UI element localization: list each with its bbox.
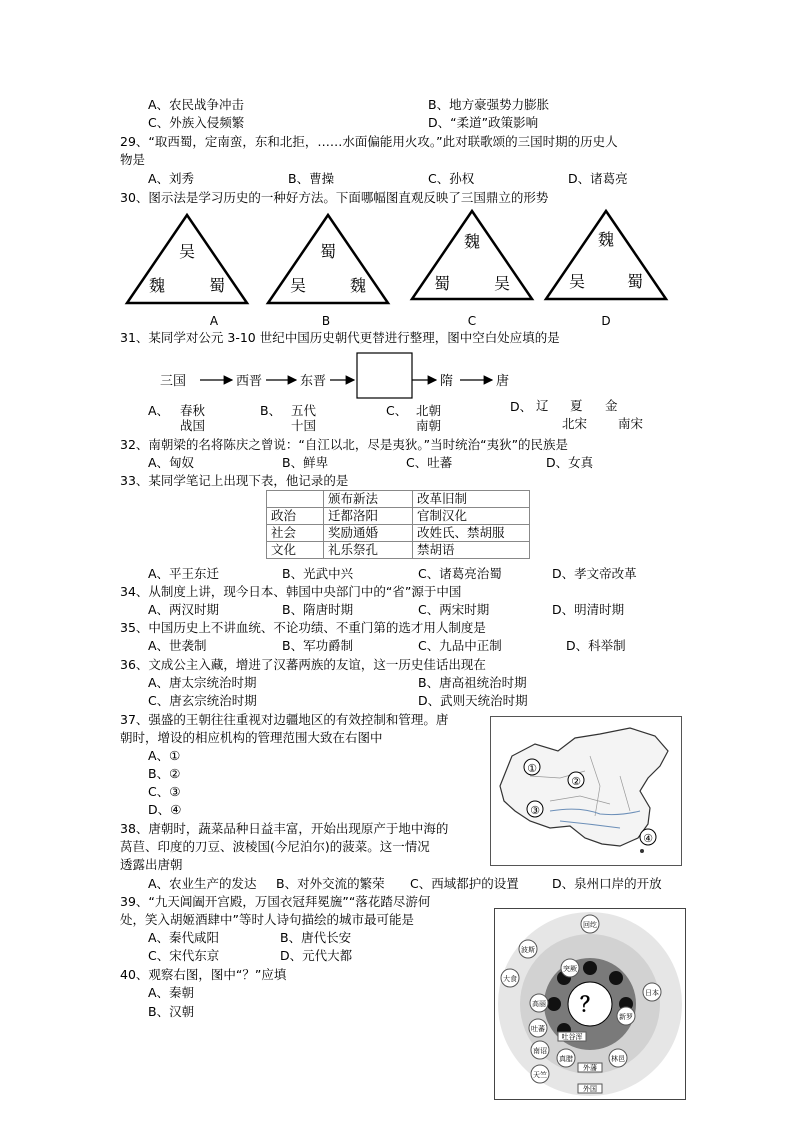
option-a: A、①	[148, 748, 181, 763]
option-d-beisong: 北宋	[562, 416, 588, 431]
question-30-stem: 30、图示法是学习历史的一种好方法。下面哪幅图直观反映了三国鼎立的形势	[120, 190, 549, 205]
question-38-stem-cont: 莴苣、印度的刀豆、波棱国(今尼泊尔)的菠菜。这一情况	[120, 839, 430, 854]
table-cell: 改姓氏、禁胡服	[413, 525, 530, 542]
blank-box	[357, 353, 412, 398]
option-a: A、	[148, 403, 170, 418]
flow-sanguo: 三国	[160, 374, 187, 389]
option-a: A、唐太宗统治时期	[148, 675, 257, 690]
table-cell	[267, 491, 324, 508]
option-b: B、军功爵制	[282, 638, 354, 653]
option-c: C、九品中正制	[418, 638, 502, 653]
option-b: B、②	[148, 766, 181, 781]
question-32-stem: 32、南朝梁的名将陈庆之曾说：“自江以北，尽是夷狄。”当时统治“夷狄”的民族是	[120, 437, 569, 452]
option-a-line2: 战国	[180, 418, 206, 433]
table-row	[267, 542, 530, 559]
table-cell: 社会	[267, 525, 324, 542]
option-b: B、光武中兴	[282, 566, 354, 581]
label-zhenla: 真腊	[559, 1055, 573, 1063]
option-d: D、明清时期	[552, 602, 625, 617]
option-d: D、“柔道”政策影响	[428, 115, 539, 130]
label-huihe: 回纥	[583, 921, 597, 929]
triangle-d-top: 魏	[597, 230, 615, 249]
table-cell: 政治	[267, 508, 324, 525]
option-a: A、农民战争冲击	[148, 97, 245, 112]
map-marker-4: ④	[643, 832, 653, 845]
option-a: A、农业生产的发达	[148, 876, 257, 891]
option-b: B、鲜卑	[282, 455, 329, 470]
question-37-stem-cont: 朝时，增设的相应机构的管理范围大致在右图中	[120, 730, 383, 745]
question-29-stem: 29、“取西蜀，定南蛮，东和北拒，……水面偏能用火攻。”此对联歌颂的三国时期的历史人	[120, 134, 618, 149]
map-marker-3: ③	[530, 804, 540, 817]
triangle-a-top: 吴	[178, 242, 196, 261]
triangle-b-right: 魏	[349, 276, 367, 295]
map-marker-2: ②	[571, 775, 581, 788]
table-cell: 官制汉化	[413, 508, 530, 525]
table-cell: 文化	[267, 542, 324, 559]
table-cell: 礼乐祭孔	[324, 542, 413, 559]
option-b: B、曹操	[288, 171, 335, 186]
label-linyi: 林邑	[611, 1055, 625, 1063]
option-c: C、外族入侵频繁	[148, 115, 245, 130]
table-cell: 改革旧制	[413, 491, 530, 508]
triangle-b-left: 吴	[289, 276, 307, 295]
option-c: C、③	[148, 784, 181, 799]
option-c: C、两宋时期	[418, 602, 490, 617]
question-33-stem: 33、某同学笔记上出现下表，他记录的是	[120, 473, 349, 488]
option-a: A、世袭制	[148, 638, 207, 653]
option-d: D、元代大都	[280, 948, 353, 963]
option-d: D、泉州口岸的开放	[552, 876, 662, 891]
diagram-center: ？	[580, 992, 600, 1016]
option-d: D、女真	[546, 455, 594, 470]
label-dashi: 大食	[503, 975, 517, 983]
table-cell: 奖励通婚	[324, 525, 413, 542]
triangle-c-label: C	[467, 314, 477, 328]
label-waiguo: 外国	[583, 1085, 597, 1093]
triangle-d-label: D	[601, 314, 611, 328]
table-cell: 迁都洛阳	[324, 508, 413, 525]
triangle-a	[127, 215, 247, 328]
option-d-xia: 夏	[570, 398, 583, 413]
question-29-stem-cont: 物是	[120, 152, 146, 167]
triangle-a-label: A	[209, 314, 219, 328]
map-marker-1: ①	[527, 762, 537, 775]
question-34-stem: 34、从制度上讲，现今日本、韩国中央部门中的“省”源于中国	[120, 584, 462, 599]
option-c: C、	[386, 403, 408, 418]
flow-dongjin: 东晋	[300, 374, 327, 389]
label-tujue: 突厥	[563, 965, 577, 973]
reform-table	[266, 490, 530, 559]
option-d: D、诸葛亮	[568, 171, 628, 186]
option-a: A、匈奴	[148, 455, 195, 470]
label-tuguhun: 吐谷浑	[561, 1033, 583, 1041]
option-c: C、诸葛亮治蜀	[418, 566, 502, 581]
foreign-relations-diagram	[494, 908, 686, 1100]
option-d-nansong: 南宋	[618, 416, 644, 431]
option-a: A、秦朝	[148, 985, 195, 1000]
question-35-stem: 35、中国历史上不讲血统、不论功绩、不重门第的选才用人制度是	[120, 620, 486, 635]
label-bosi: 波斯	[521, 946, 535, 954]
option-b-line2: 十国	[291, 418, 317, 433]
triangle-d-right: 蜀	[626, 272, 644, 291]
triangle-c-left: 蜀	[433, 274, 451, 293]
triangle-a-left: 魏	[148, 276, 166, 295]
table-row	[267, 508, 530, 525]
question-37-stem: 37、强盛的王朝往往重视对边疆地区的有效控制和管理。唐	[120, 712, 449, 727]
option-c: C、唐玄宗统治时期	[148, 693, 257, 708]
option-d: D、	[510, 399, 533, 414]
option-b-line1: 五代	[291, 403, 317, 418]
option-d: D、科举制	[566, 638, 626, 653]
option-d: D、④	[148, 802, 182, 817]
flow-sui: 隋	[440, 374, 454, 389]
option-b: B、隋唐时期	[282, 602, 354, 617]
option-d: D、孝文帝改革	[552, 566, 637, 581]
option-b: B、唐代长安	[280, 930, 352, 945]
option-d: D、武则天统治时期	[418, 693, 528, 708]
question-40-stem: 40、观察右图，图中“？”应填	[120, 967, 287, 982]
triangle-c-right: 吴	[493, 274, 511, 293]
option-c-line2: 南朝	[416, 418, 442, 433]
table-row	[267, 491, 530, 508]
triangle-c	[412, 211, 532, 328]
label-nanzhao: 南诏	[533, 1047, 547, 1055]
question-39-stem-cont: 处，笑入胡姬酒肆中”等时人诗句描绘的城市最可能是	[120, 912, 414, 927]
table-cell: 颁布新法	[324, 491, 413, 508]
triangle-b-label: B	[321, 314, 331, 328]
triangle-b-top: 蜀	[319, 242, 337, 261]
option-b: B、汉朝	[148, 1004, 195, 1019]
flow-tang: 唐	[496, 374, 510, 389]
option-a: A、刘秀	[148, 171, 195, 186]
option-b: B、对外交流的繁荣	[276, 876, 385, 891]
option-b: B、唐高祖统治时期	[418, 675, 527, 690]
option-c: C、孙权	[428, 171, 475, 186]
option-c: C、西域都护的设置	[410, 876, 519, 891]
triangle-d-left: 吴	[568, 272, 586, 291]
table-row	[267, 525, 530, 542]
label-tubo: 吐蕃	[531, 1025, 545, 1033]
option-a: A、秦代咸阳	[148, 930, 220, 945]
option-d-liao: 辽	[536, 398, 549, 413]
table-cell: 禁胡语	[413, 542, 530, 559]
question-38-stem-cont2: 透露出唐朝	[120, 857, 183, 872]
question-31-stem: 31、某同学对公元 3-10 世纪中国历史朝代更替进行整理，图中空白处应填的是	[120, 330, 560, 345]
triangle-a-right: 蜀	[208, 276, 226, 295]
label-gaoli: 高丽	[532, 1000, 546, 1008]
option-c: C、吐蕃	[406, 455, 453, 470]
option-c: C、宋代东京	[148, 948, 220, 963]
option-d-jin: 金	[605, 398, 618, 413]
label-waifan: 外藩	[583, 1064, 597, 1072]
label-tianzhu: 天竺	[533, 1071, 547, 1079]
label-xinluo: 新罗	[619, 1013, 633, 1021]
option-a: A、两汉时期	[148, 602, 220, 617]
triangle-diagrams	[120, 205, 680, 330]
question-38-stem: 38、唐朝时，蔬菜品种日益丰富，开始出现原产于地中海的	[120, 821, 449, 836]
triangle-b	[268, 215, 388, 328]
dynasty-flowchart	[150, 348, 530, 403]
question-39-stem: 39、“九天阊阖开宫殿，万国衣冠拜冕旒”“落花踏尽游何	[120, 894, 431, 909]
china-map	[490, 716, 682, 866]
option-a-line1: 春秋	[180, 403, 206, 418]
triangle-c-top: 魏	[463, 232, 481, 251]
option-b: B、地方豪强势力膨胀	[428, 97, 550, 112]
question-36-stem: 36、文成公主入藏，增进了汉蕃两族的友谊，这一历史佳话出现在	[120, 657, 486, 672]
option-a: A、平王东迁	[148, 566, 220, 581]
flow-xijin: 西晋	[236, 374, 263, 389]
triangle-d	[546, 211, 666, 328]
option-b: B、	[260, 403, 282, 418]
option-c-line1: 北朝	[416, 403, 442, 418]
label-riben: 日本	[645, 989, 659, 997]
